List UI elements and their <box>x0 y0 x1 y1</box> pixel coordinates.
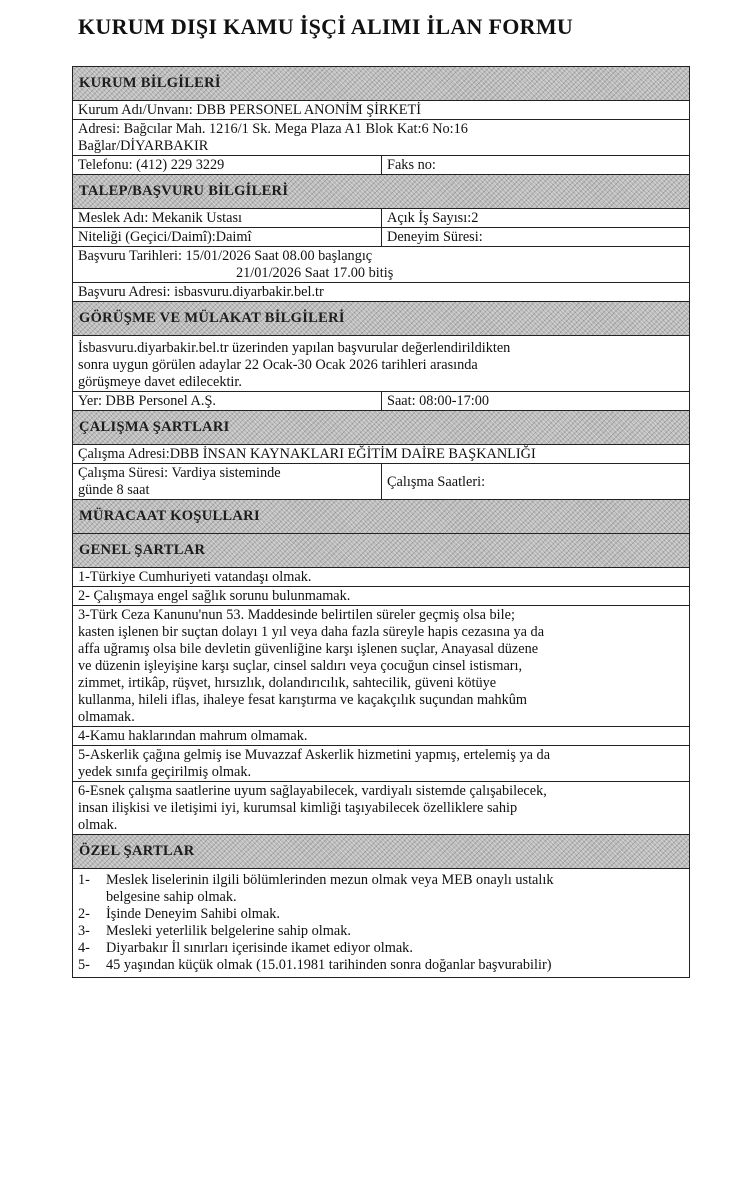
interview-line-3: görüşmeye davet edilecektir. <box>78 374 242 390</box>
list-item-text: İşinde Deneyim Sahibi olmak. <box>106 906 280 922</box>
interview-location-row <box>73 392 689 411</box>
section-header-general-conditions: GENEL ŞARTLAR <box>73 534 689 568</box>
list-item-text: Diyarbakır İl sınırları içerisinde ikamet ediyor olmak. <box>106 940 413 956</box>
special-conditions-list <box>73 869 689 977</box>
general-condition-3-line: affa uğramış olsa bile devletin güvenliğine karşı işlenen suçlar, Anayasal düzene <box>78 641 539 657</box>
general-condition-3-line: zimmet, irtikâp, rüşvet, hırsızlık, dolandırıcılık, sahtecilik, güveni kötüye <box>78 675 497 691</box>
general-condition-3 <box>73 606 689 727</box>
general-condition-6-line: olmak. <box>78 817 118 833</box>
list-item-number: 5- <box>78 957 90 973</box>
general-condition-6-line: insan ilişkisi ve iletişimi iyi, kurumsal kimliği taşıyabilecek özelliklere sahip <box>78 800 518 816</box>
work-address: Çalışma Adresi:DBB İNSAN KAYNAKLARI EĞİTİM DAİRE BAŞKANLIĞI <box>73 445 689 464</box>
section-header-institution: KURUM BİLGİLERİ <box>73 67 689 101</box>
application-start: Başvuru Tarihleri: 15/01/2026 Saat 08.00 başlangıç <box>78 248 373 264</box>
list-item <box>78 906 684 923</box>
special-conditions <box>73 869 689 977</box>
application-address: Başvuru Adresi: isbasvuru.diyarbakir.bel.tr <box>73 283 689 302</box>
contact-row <box>73 156 689 175</box>
general-condition-6 <box>73 782 689 835</box>
institution-address <box>73 120 689 156</box>
list-item-number: 3- <box>78 923 90 939</box>
general-condition-5-line: yedek sınıfa geçirilmiş olmak. <box>78 764 252 780</box>
list-item-number: 2- <box>78 906 90 922</box>
list-item-number: 4- <box>78 940 90 956</box>
list-item-text <box>106 872 684 906</box>
general-condition-6-line: 6-Esnek çalışma saatlerine uyum sağlayabilecek, vardiyalı sistemde çalışabilecek, <box>78 783 547 799</box>
fax: Faks no: <box>387 157 436 173</box>
list-item-line: belgesine sahip olmak. <box>106 889 237 905</box>
general-condition-3-line: olmamak. <box>78 709 135 725</box>
application-end: 21/01/2026 Saat 17.00 bitiş <box>236 265 394 281</box>
list-item <box>78 923 684 940</box>
list-item <box>78 872 684 906</box>
section-header-special-conditions: ÖZEL ŞARTLAR <box>73 835 689 869</box>
form-title: KURUM DIŞI KAMU İŞÇİ ALIMI İLAN FORMU <box>78 14 574 39</box>
list-item-text: Mesleki yeterlilik belgelerine sahip olmak. <box>106 923 351 939</box>
phone: Telefonu: (412) 229 3229 <box>73 156 382 174</box>
general-condition-1: 1-Türkiye Cumhuriyeti vatandaşı olmak. <box>73 568 689 587</box>
work-duration-row <box>73 464 689 500</box>
work-hours: Çalışma Saatleri: <box>387 473 486 490</box>
institution-name: Kurum Adı/Unvanı: DBB PERSONEL ANONİM ŞİRKETİ <box>73 101 689 120</box>
section-header-working-conditions: ÇALIŞMA ŞARTLARI <box>73 411 689 445</box>
general-condition-3-line: 3-Türk Ceza Kanunu'nun 53. Maddesinde belirtilen süreler geçmiş olsa bile; <box>78 607 515 623</box>
work-duration-line-1: Çalışma Süresi: Vardiya sisteminde <box>78 465 281 481</box>
general-condition-5-line: 5-Askerlik çağına gelmiş ise Muvazzaf Askerlik hizmetini yapmış, ertelemiş ya da <box>78 747 551 763</box>
general-condition-5 <box>73 746 689 782</box>
interview-location: Yer: DBB Personel A.Ş. <box>73 392 382 410</box>
nature-row <box>73 228 689 247</box>
job-nature: Niteliği (Geçici/Daimî):Daimî <box>73 228 382 246</box>
work-duration <box>73 464 382 499</box>
application-dates <box>73 247 689 283</box>
occupation-name: Meslek Adı: Mekanik Ustası <box>73 209 382 227</box>
list-item-line: Meslek liselerinin ilgili bölümlerinden mezun olmak veya MEB onaylı ustalık <box>106 872 554 888</box>
general-condition-3-line: ve düzenin işleyişine karşı suçlar, cinsel saldırı veya çocuğun cinsel istismarı, <box>78 658 523 674</box>
list-item-number: 1- <box>78 872 90 888</box>
open-positions: Açık İş Sayısı:2 <box>387 210 479 226</box>
section-header-application-conditions: MÜRACAAT KOŞULLARI <box>73 500 689 534</box>
general-condition-3-line: kasten işlenen bir suçtan dolayı 1 yıl veya daha fazla süreyle hapis cezasına ya da <box>78 624 545 640</box>
general-condition-2: 2- Çalışmaya engel sağlık sorunu bulunmamak. <box>73 587 689 606</box>
work-duration-line-2: günde 8 saat <box>78 482 150 498</box>
list-item-text: 45 yaşından küçük olmak (15.01.1981 tarihinden sonra doğanlar başvurabilir) <box>106 957 552 973</box>
address-line-2: Bağlar/DİYARBAKIR <box>78 138 209 154</box>
interview-text <box>73 336 689 392</box>
address-line-1: Adresi: Bağcılar Mah. 1216/1 Sk. Mega Plaza A1 Blok Kat:6 No:16 <box>78 121 468 137</box>
list-item <box>78 940 684 957</box>
experience-duration: Deneyim Süresi: <box>387 229 483 245</box>
general-condition-4: 4-Kamu haklarından mahrum olmamak. <box>73 727 689 746</box>
announcement-form <box>72 66 690 978</box>
section-header-application: TALEP/BAŞVURU BİLGİLERİ <box>73 175 689 209</box>
list-item <box>78 957 684 974</box>
occupation-row <box>73 209 689 228</box>
general-condition-3-line: kullanma, hileli iflas, ihaleye fesat karıştırma ve kaçakçılık suçundan mahkûm <box>78 692 528 708</box>
interview-time: Saat: 08:00-17:00 <box>387 393 490 409</box>
interview-line-1: İsbasvuru.diyarbakir.bel.tr üzerinden yapılan başvurular değerlendirildikten <box>78 340 511 356</box>
interview-line-2: sonra uygun görülen adaylar 22 Ocak-30 Ocak 2026 tarihleri arasında <box>78 357 478 373</box>
section-header-interview: GÖRÜŞME VE MÜLAKAT BİLGİLERİ <box>73 302 689 336</box>
